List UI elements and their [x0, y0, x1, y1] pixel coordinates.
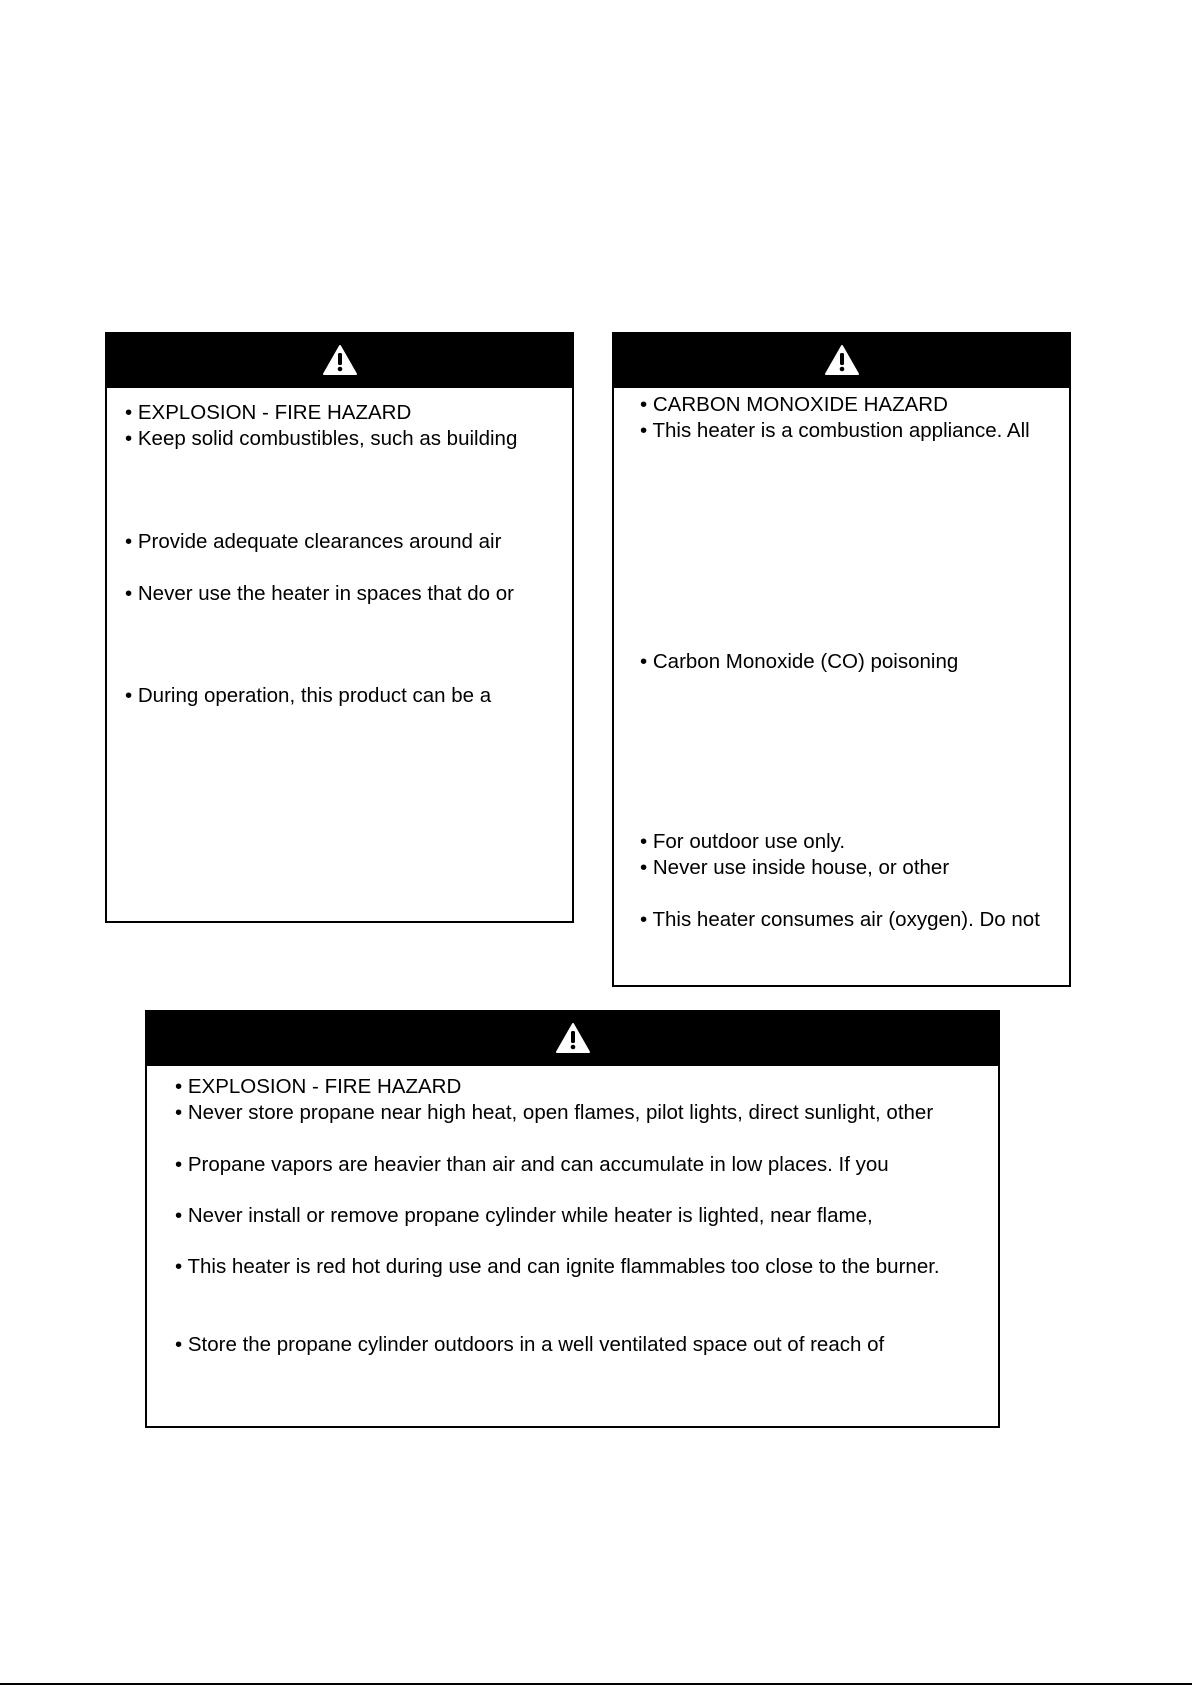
warning-line: • EXPLOSION - FIRE HAZARD	[125, 401, 412, 424]
warning-triangle-icon	[322, 344, 358, 376]
warning-header	[145, 1010, 1000, 1066]
warning-box-explosion-fire-2	[145, 1010, 1000, 1428]
warning-line: • Carbon Monoxide (CO) poisoning	[640, 650, 959, 673]
warning-line: • Never store propane near high heat, open flames, pilot lights, direct sunlight, other	[175, 1101, 934, 1124]
warning-line: • Keep solid combustibles, such as building	[125, 427, 518, 450]
warning-line: • This heater is a combustion appliance. All	[640, 419, 1030, 442]
warning-line: • For outdoor use only.	[640, 830, 846, 853]
warning-box-carbon-monoxide	[612, 332, 1071, 987]
warning-line: • Never use inside house, or other	[640, 856, 950, 879]
warning-line: • CARBON MONOXIDE HAZARD	[640, 393, 948, 416]
warning-triangle-icon	[555, 1022, 591, 1054]
warning-line: • Propane vapors are heavier than air and can accumulate in low places. If you	[175, 1153, 889, 1176]
warning-box-explosion-fire-1	[105, 332, 574, 923]
warning-triangle-icon	[824, 344, 860, 376]
warning-line: • During operation, this product can be a	[125, 684, 492, 707]
warning-header	[105, 332, 574, 388]
warning-line: • Provide adequate clearances around air	[125, 530, 502, 553]
warning-line: • Never install or remove propane cylinder while heater is lighted, near flame,	[175, 1204, 873, 1227]
warning-line: • This heater is red hot during use and can ignite flammables too close to the burner.	[175, 1255, 940, 1278]
warning-line: • This heater consumes air (oxygen). Do not	[640, 908, 1040, 931]
warning-line: • EXPLOSION - FIRE HAZARD	[175, 1075, 462, 1098]
warning-header	[612, 332, 1071, 388]
warning-line: • Never use the heater in spaces that do or	[125, 582, 514, 605]
warning-line: • Store the propane cylinder outdoors in a well ventilated space out of reach of	[175, 1333, 885, 1356]
